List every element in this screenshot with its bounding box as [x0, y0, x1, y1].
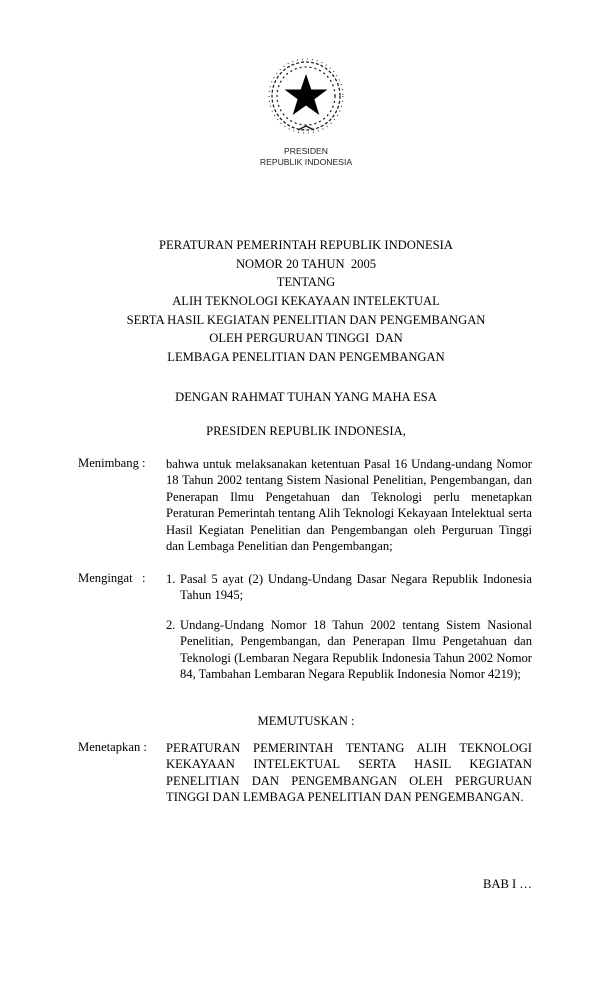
menetapkan-label: Menetapkan :: [78, 740, 147, 754]
issuer: PRESIDEN REPUBLIK INDONESIA,: [206, 424, 406, 438]
title-line: SERTA HASIL KEGIATAN PENELITIAN DAN PENGEMBANGAN: [126, 312, 486, 327]
title-line: OLEH PERGURUAN TINGGI DAN: [209, 331, 403, 346]
menimbang-label: Menimbang :: [78, 456, 146, 470]
title-line: PERATURAN PEMERINTAH REPUBLIK INDONESIA: [159, 238, 453, 252]
item-text: Undang-Undang Nomor 18 Tahun 2002 tentang Sistem Nasional Penelitian, Pengembangan, dan Penerapan Ilmu Pengetahuan dan Teknologi (Lembaran Negara Republik Indonesia Tahun 2002 Nomor 84, Tambahan Lembaran Negara Republik Indonesia Nomor 4219);: [180, 617, 532, 682]
letterhead-subtitle: REPUBLIK INDONESIA: [259, 157, 353, 167]
document-title: [0, 236, 612, 367]
memutuskan-heading: MEMUTUSKAN :: [257, 714, 355, 728]
list-item: [166, 617, 532, 683]
continuation-marker: BAB I …: [483, 877, 532, 891]
invocation: DENGAN RAHMAT TUHAN YANG MAHA ESA: [175, 390, 437, 404]
menimbang-text: bahwa untuk melaksanakan ketentuan Pasal 16 Undang-undang Nomor 18 Tahun 2002 tentang Sistem Nasional Penelitian, Pengembangan, dan Penerapan Ilmu Pengetahuan dan Teknologi perlu menetapkan Peraturan Pemerintah tentang Alih Teknologi Kekayaan Intelektual serta Hasil Kegiatan Penelitian dan Pengembangan oleh Perguruan Tinggi dan Lembaga Penelitian dan Pengembangan;: [166, 457, 532, 554]
presidential-seal-icon: [264, 56, 348, 140]
item-text: Pasal 5 ayat (2) Undang-Undang Dasar Negara Republik Indonesia Tahun 1945;: [180, 572, 532, 603]
mengingat-label: Mengingat :: [78, 571, 146, 585]
menetapkan-text: PERATURAN PEMERINTAH TENTANG ALIH TEKNOLOGI KEKAYAAN INTELEKTUAL SERTA HASIL KEGIATAN PENELITIAN DAN PENGEMBANGAN OLEH PERGURUAN TINGGI DAN LEMBAGA PENELITIAN DAN PENGEMBANGAN.: [166, 741, 532, 805]
title-line: NOMOR 20 TAHUN 2005: [235, 256, 377, 271]
title-line: TENTANG: [276, 275, 336, 290]
item-number: 2.: [166, 617, 176, 632]
title-line: ALIH TEKNOLOGI KEKAYAAN INTELEKTUAL: [172, 294, 440, 309]
title-line: LEMBAGA PENELITIAN DAN PENGEMBANGAN: [167, 350, 445, 365]
mengingat-list: [166, 571, 532, 682]
item-number: 1.: [166, 572, 176, 586]
list-item: [166, 571, 532, 604]
letterhead-title: PRESIDEN: [284, 146, 328, 156]
